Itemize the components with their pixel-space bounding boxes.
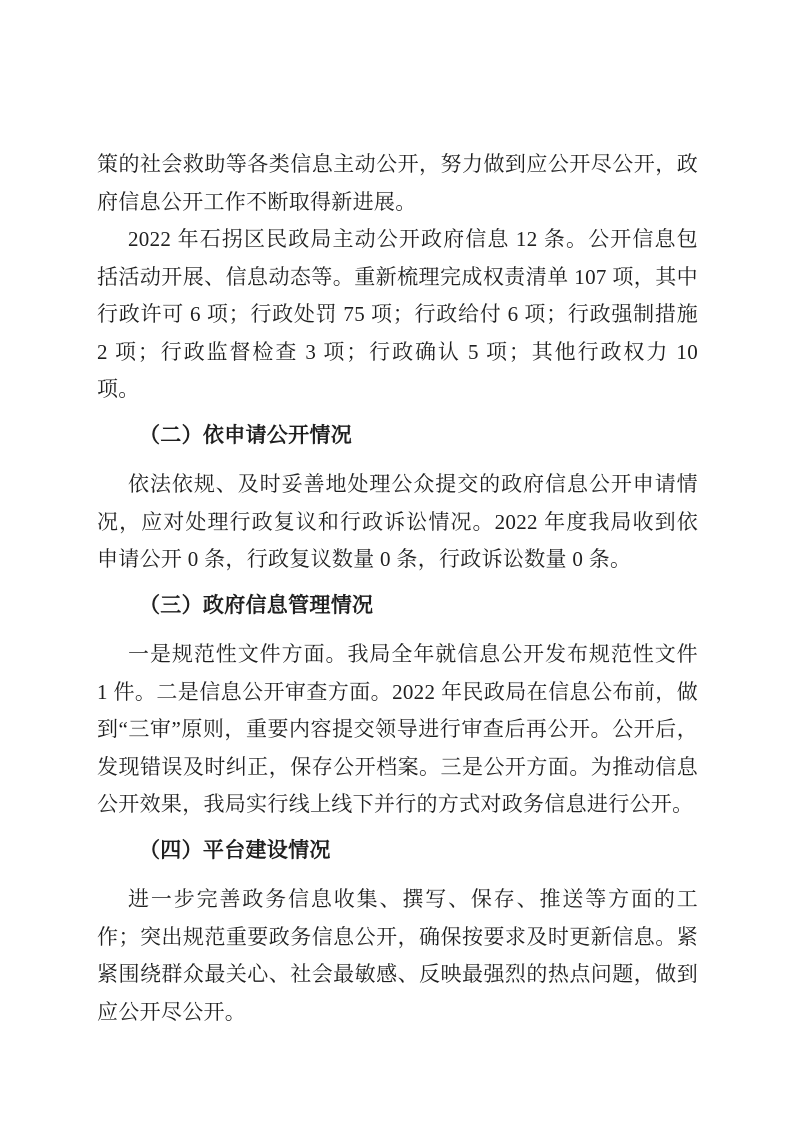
section-heading: （四）平台建设情况: [139, 837, 331, 862]
paragraph: 一是规范性文件方面。我局全年就信息公开发布规范性文件 1 件。二是信息公开审查方面。2022 年民政局在信息公布前，做到“三审”原则，重要内容提交领导进行审查后再公开。公开后，发现错误及时纠正，保存公开档案。三是公开方面。为推动信息公开效果，我局实行线上线下并行的方式对政务信息进行公开。: [97, 642, 698, 816]
paragraph: 进一步完善政务信息收集、撰写、保存、推送等方面的工作；突出规范重要政务信息公开，确保按要求及时更新信息。紧紧围绕群众最关心、社会最敏感、反映最强烈的热点问题，做到应公开尽公开。: [97, 887, 698, 1024]
paragraph: 策的社会救助等各类信息主动公开，努力做到应公开尽公开，政府信息公开工作不断取得新进展。: [97, 152, 698, 214]
section-heading: （二）依申请公开情况: [139, 422, 352, 447]
section-heading: （三）政府信息管理情况: [139, 592, 374, 617]
paragraph: 2022 年石拐区民政局主动公开政府信息 12 条。公开信息包括活动开展、信息动态等。重新梳理完成权责清单 107 项，其中行政许可 6 项；行政处罚 75 项；行政给付 6 项；行政强制措施 2 项；行政监督检查 3 项；行政确认 5 项；其他行政权力 10 项。: [97, 227, 698, 401]
paragraph: 依法依规、及时妥善地处理公众提交的政府信息公开申请情况，应对处理行政复议和行政诉讼情况。2022 年度我局收到依申请公开 0 条，行政复议数量 0 条，行政诉讼数量 0 条。: [97, 472, 698, 571]
document-content: [97, 146, 698, 1031]
